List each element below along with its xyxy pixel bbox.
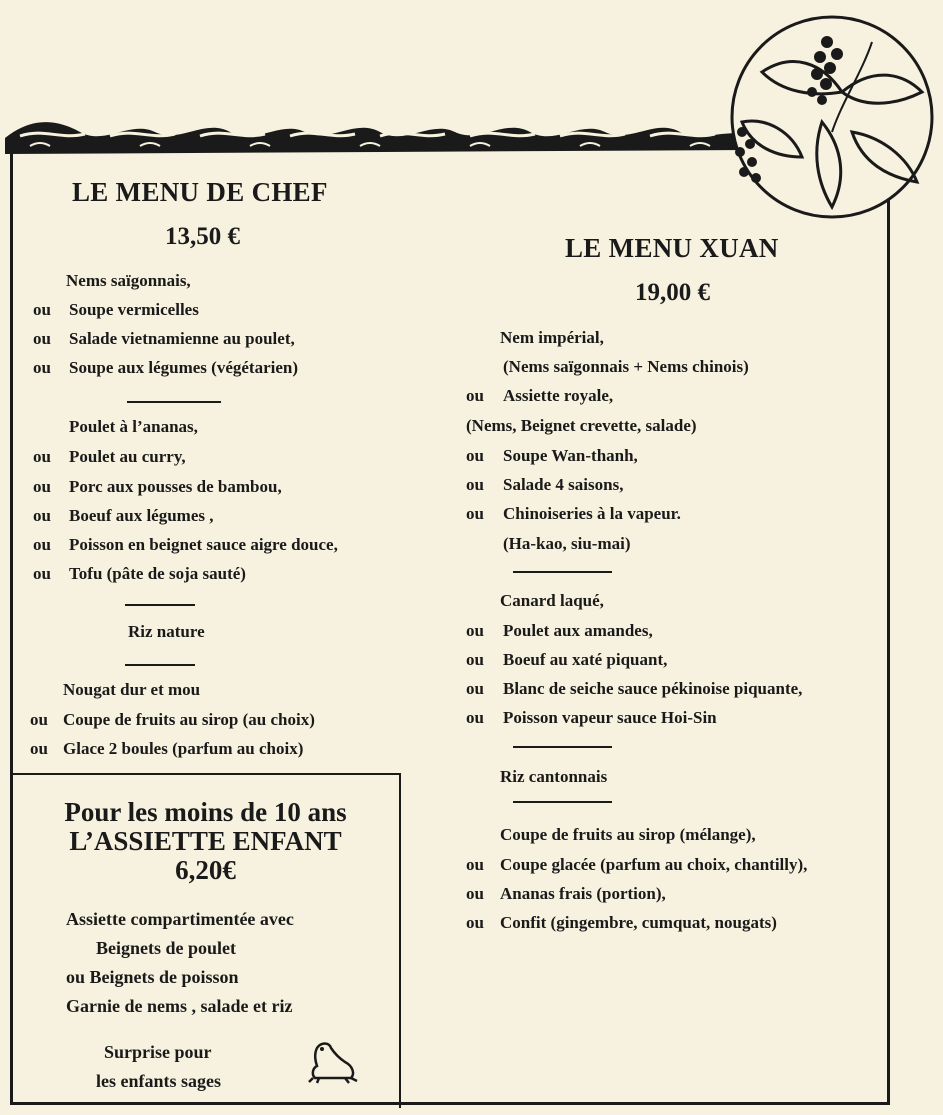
chef-dessert-1: Nougat dur et mou bbox=[63, 680, 201, 699]
xuan-dessert-1: Coupe de fruits au sirop (mélange), bbox=[500, 825, 756, 844]
xuan-starter-8: (Ha-kao, siu-mai) bbox=[503, 534, 631, 553]
kids-item-3: ou Beignets de poisson bbox=[66, 967, 239, 987]
chef-main-2: Poulet au curry, bbox=[69, 447, 186, 466]
divider bbox=[513, 571, 612, 573]
chef-main-3: Porc aux pousses de bambou, bbox=[69, 477, 282, 496]
or-label: ou bbox=[466, 884, 484, 903]
chef-menu-price: 13,50 € bbox=[165, 223, 240, 250]
chef-dessert-3: Glace 2 boules (parfum au choix) bbox=[63, 739, 304, 758]
xuan-starter-7: Chinoiseries à la vapeur. bbox=[503, 504, 681, 523]
divider bbox=[125, 664, 195, 666]
chef-dessert-2: Coupe de fruits au sirop (au choix) bbox=[63, 710, 315, 729]
chef-starter-4: Soupe aux légumes (végétarien) bbox=[69, 358, 299, 377]
xuan-main-5: Poisson vapeur sauce Hoi-Sin bbox=[503, 708, 717, 727]
or-label: ou bbox=[33, 300, 51, 319]
chef-starter-1: Nems saïgonnais, bbox=[66, 271, 191, 290]
or-label: ou bbox=[466, 386, 484, 405]
or-label: ou bbox=[466, 621, 484, 640]
kids-menu-title: L’ASSIETTE ENFANT bbox=[69, 826, 342, 856]
or-label: ou bbox=[466, 475, 484, 494]
wave-border-ornament bbox=[0, 110, 760, 160]
leaf-berry-emblem-icon bbox=[722, 12, 942, 222]
kids-age-heading: Pour les moins de 10 ans bbox=[64, 797, 347, 827]
or-label: ou bbox=[30, 739, 48, 758]
divider bbox=[127, 401, 221, 403]
divider bbox=[513, 801, 612, 803]
or-label: ou bbox=[33, 477, 51, 496]
xuan-rice: Riz cantonnais bbox=[500, 767, 608, 786]
xuan-starter-2: (Nems saïgonnais + Nems chinois) bbox=[503, 357, 749, 376]
or-label: ou bbox=[33, 535, 51, 554]
xuan-starter-1: Nem impérial, bbox=[500, 328, 604, 347]
divider bbox=[513, 746, 612, 748]
chef-main-1: Poulet à l’ananas, bbox=[69, 417, 198, 436]
or-label: ou bbox=[466, 446, 484, 465]
kids-item-1: Assiette compartimentée avec bbox=[66, 909, 294, 929]
kids-item-4: Garnie de nems , salade et riz bbox=[66, 996, 293, 1016]
or-label: ou bbox=[466, 708, 484, 727]
xuan-main-3: Boeuf au xaté piquant, bbox=[503, 650, 668, 669]
kids-surprise-1: Surprise pour bbox=[104, 1042, 212, 1062]
or-label: ou bbox=[466, 855, 484, 874]
or-label: ou bbox=[30, 710, 48, 729]
or-label: ou bbox=[466, 679, 484, 698]
or-label: ou bbox=[466, 504, 484, 523]
kids-surprise-2: les enfants sages bbox=[96, 1071, 221, 1091]
or-label: ou bbox=[466, 650, 484, 669]
xuan-menu-price: 19,00 € bbox=[635, 279, 710, 306]
divider bbox=[125, 604, 195, 606]
or-label: ou bbox=[33, 447, 51, 466]
chef-starter-2: Soupe vermicelles bbox=[69, 300, 199, 319]
or-label: ou bbox=[33, 358, 51, 377]
chef-main-5: Poisson en beignet sauce aigre douce, bbox=[69, 535, 338, 554]
kids-menu-price: 6,20€ bbox=[175, 855, 236, 885]
kids-item-2: Beignets de poulet bbox=[96, 938, 237, 958]
xuan-main-1: Canard laqué, bbox=[500, 591, 604, 610]
or-label: ou bbox=[33, 506, 51, 525]
xuan-menu-title: LE MENU XUAN bbox=[565, 233, 779, 263]
or-label: ou bbox=[33, 564, 51, 583]
chef-rice: Riz nature bbox=[128, 622, 205, 641]
xuan-starter-5: Soupe Wan-thanh, bbox=[503, 446, 638, 465]
xuan-dessert-4: Confit (gingembre, cumquat, nougats) bbox=[500, 913, 777, 932]
or-label: ou bbox=[33, 329, 51, 348]
chef-main-4: Boeuf aux légumes , bbox=[69, 506, 214, 525]
xuan-starter-4: (Nems, Beignet crevette, salade) bbox=[466, 416, 697, 435]
or-label: ou bbox=[466, 913, 484, 932]
xuan-dessert-3: Ananas frais (portion), bbox=[500, 884, 666, 903]
chef-main-6: Tofu (pâte de soja sauté) bbox=[69, 564, 246, 583]
chef-menu-title: LE MENU DE CHEF bbox=[72, 177, 328, 207]
xuan-main-2: Poulet aux amandes, bbox=[503, 621, 653, 640]
xuan-starter-6: Salade 4 saisons, bbox=[503, 475, 624, 494]
chef-starter-3: Salade vietnamienne au poulet, bbox=[69, 329, 295, 348]
xuan-dessert-2: Coupe glacée (parfum au choix, chantilly), bbox=[500, 855, 808, 874]
xuan-starter-3: Assiette royale, bbox=[503, 386, 614, 405]
xuan-main-4: Blanc de seiche sauce pékinoise piquante, bbox=[503, 679, 803, 698]
